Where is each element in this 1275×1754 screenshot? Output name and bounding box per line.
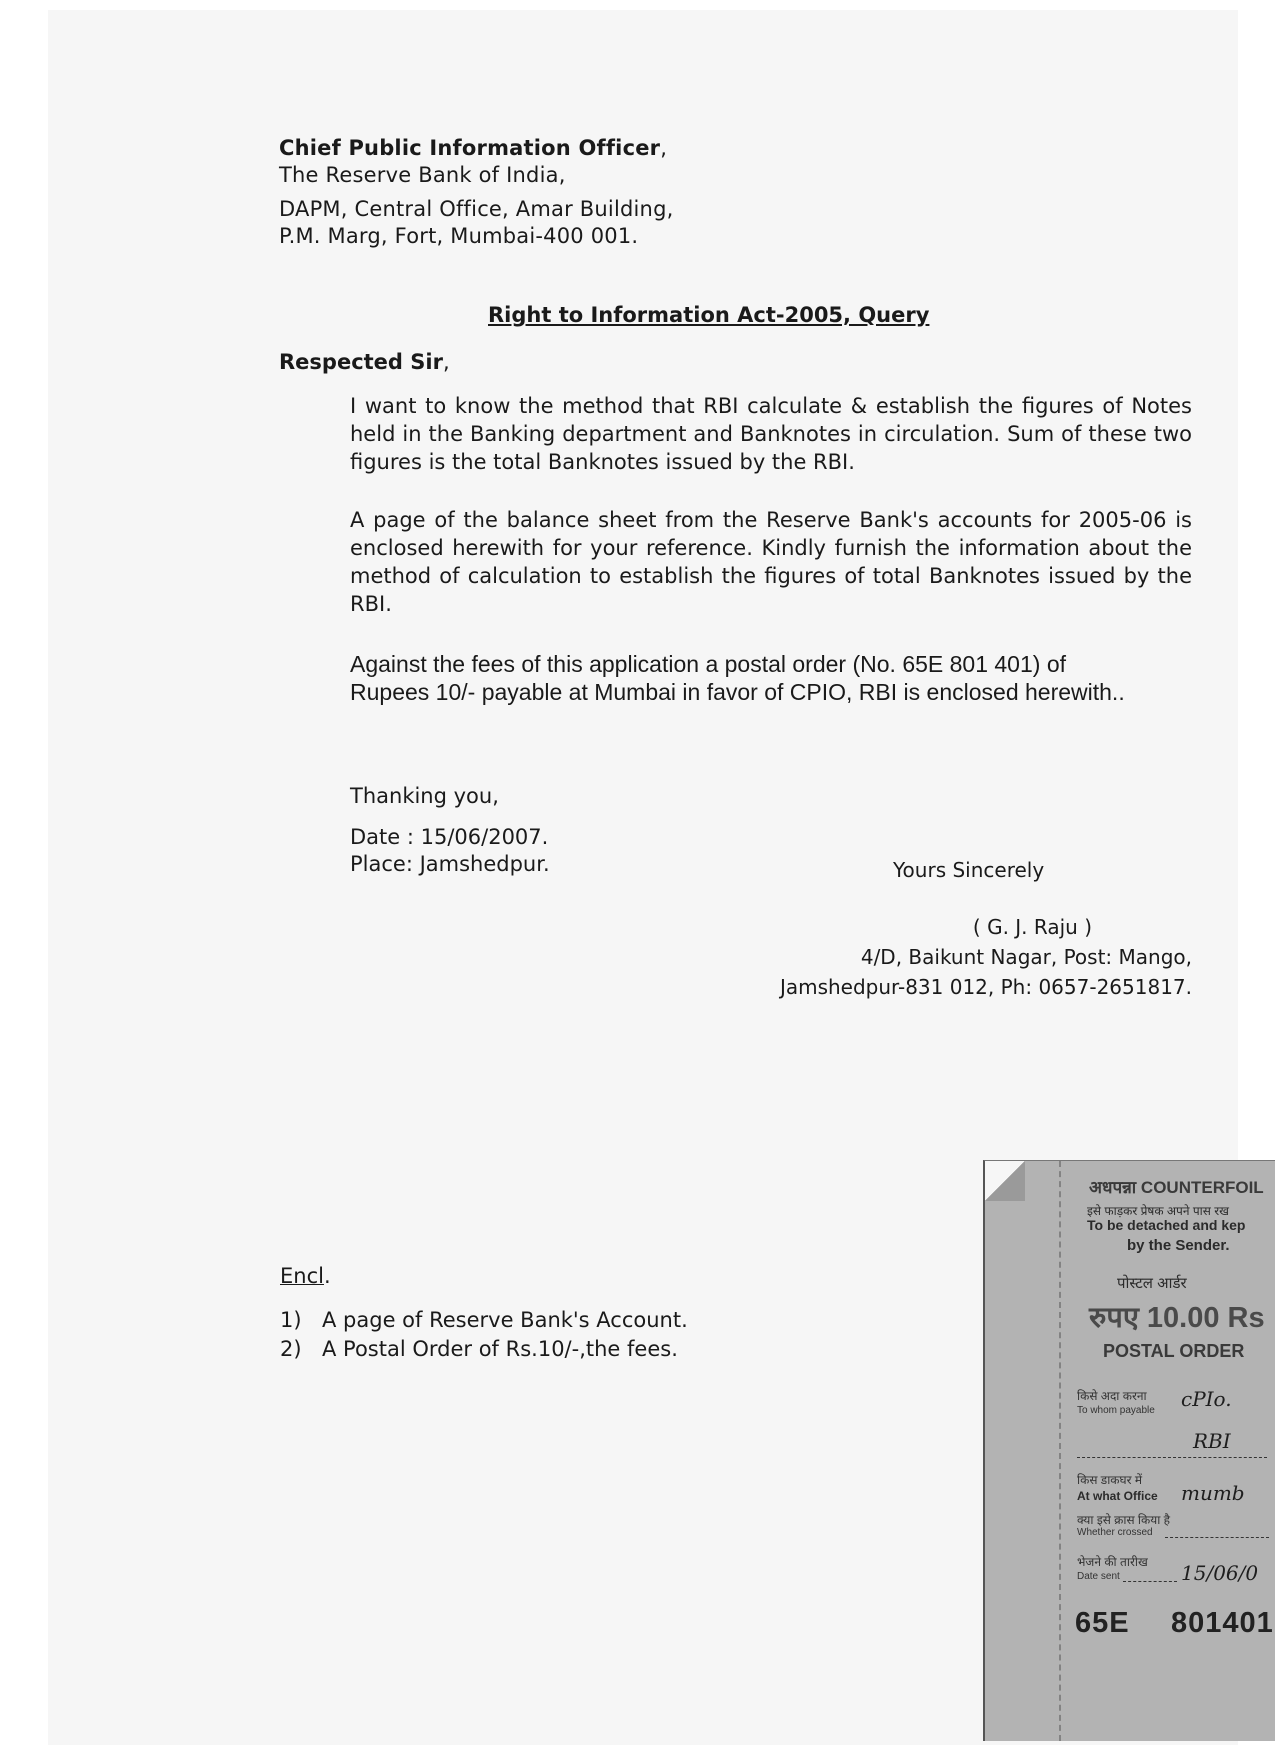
payable-value: cPIo. [1181, 1387, 1232, 1411]
body-paragraph-2: A page of the balance sheet from the Reserve Bank's accounts for 2005-06 is enclosed herewith for your reference. Kindly furnish the information about the method of calculation to establish the figures of total Banknotes issued by the RBI. [350, 508, 1192, 616]
perforation-line [1059, 1161, 1063, 1741]
body-paragraph-3-line-2: Rupees 10/- payable at Mumbai in favor of CPIO, RBI is enclosed herewith.. [350, 679, 1125, 705]
counterfoil-postal-order-hindi: पोस्टल आर्डर [1117, 1275, 1187, 1292]
date-dotted-line [1123, 1581, 1177, 1582]
list-item: 2) A Postal Order of Rs.10/-,the fees. [280, 1337, 678, 1361]
subject-heading: Right to Information Act-2005, Query [488, 303, 930, 327]
payable-dotted-line [1077, 1457, 1267, 1458]
counterfoil-amount: रुपए 10.00 Rs [1089, 1302, 1265, 1334]
office-value: mumb [1181, 1481, 1245, 1505]
closing-thanks: Thanking you, [350, 784, 499, 808]
letter-page [48, 10, 1274, 1745]
enclosures-title: Encl. [280, 1264, 331, 1288]
signature-address-line2: Jamshedpur-831 012, Ph: 0657-2651817. [779, 975, 1192, 999]
closing-yours: Yours Sincerely [893, 858, 1045, 882]
payable-value-2: RBI [1193, 1429, 1231, 1453]
office-hindi: किस डाकघर में [1077, 1473, 1143, 1487]
counterfoil-postal-order: POSTAL ORDER [1103, 1341, 1245, 1361]
signature-block [780, 912, 1192, 1002]
recipient-line3: P.M. Marg, Fort, Mumbai-400 001. [279, 224, 639, 248]
recipient-line1: The Reserve Bank of India, [279, 163, 566, 187]
counterfoil-detach-hindi: इसे फाड़कर प्रेषक अपने पास रख [1087, 1204, 1229, 1218]
date-hindi: भेजने की तारीख [1077, 1555, 1148, 1569]
salutation: Respected Sir, [279, 350, 450, 374]
crossed-hindi: क्या इसे क्रास किया है [1077, 1513, 1171, 1527]
office-label: At what Office [1077, 1489, 1158, 1503]
serial-prefix: 65E [1075, 1607, 1130, 1639]
payable-label: To whom payable [1077, 1405, 1155, 1416]
counterfoil-by-sender: by the Sender. [1127, 1237, 1230, 1254]
signature-name: ( G. J. Raju ) [972, 915, 1092, 939]
recipient-line2: DAPM, Central Office, Amar Building, [279, 197, 674, 221]
recipient-title-line: Chief Public Information Officer, [279, 136, 668, 160]
date-label: Date sent [1077, 1571, 1120, 1582]
closing-place: Place: Jamshedpur. [350, 852, 550, 876]
counterfoil-detach-english: To be detached and kep [1087, 1217, 1246, 1233]
body-paragraph-3 [350, 650, 1192, 706]
closing-date: Date : 15/06/2007. [350, 825, 549, 849]
counterfoil-heading: अधपन्ना COUNTERFOIL [1089, 1178, 1264, 1197]
recipient-title: Chief Public Information Officer [279, 136, 661, 160]
date-value: 15/06/0 [1181, 1561, 1259, 1585]
postal-order-counterfoil [983, 1160, 1275, 1741]
list-item: 1) A page of Reserve Bank's Account. [280, 1308, 688, 1332]
crossed-label: Whether crossed [1077, 1527, 1153, 1538]
body-paragraph-3-line-1: Against the fees of this application a postal order (No. 65E 801 401) of [350, 651, 1066, 677]
signature-address-line1: 4/D, Baikunt Nagar, Post: Mango, [860, 945, 1192, 969]
payable-hindi: किसे अदा करना [1077, 1389, 1147, 1403]
serial-number: 801401 [1171, 1607, 1274, 1639]
crossed-dotted-line [1165, 1537, 1269, 1538]
body-paragraph-1: I want to know the method that RBI calculate & establish the figures of Notes held in the Banking department and Banknotes in circulation. Sum of these two figures is the total Banknotes issued by the RBI. [350, 394, 1192, 474]
enclosures-list [280, 1306, 688, 1364]
torn-corner [985, 1161, 1025, 1201]
